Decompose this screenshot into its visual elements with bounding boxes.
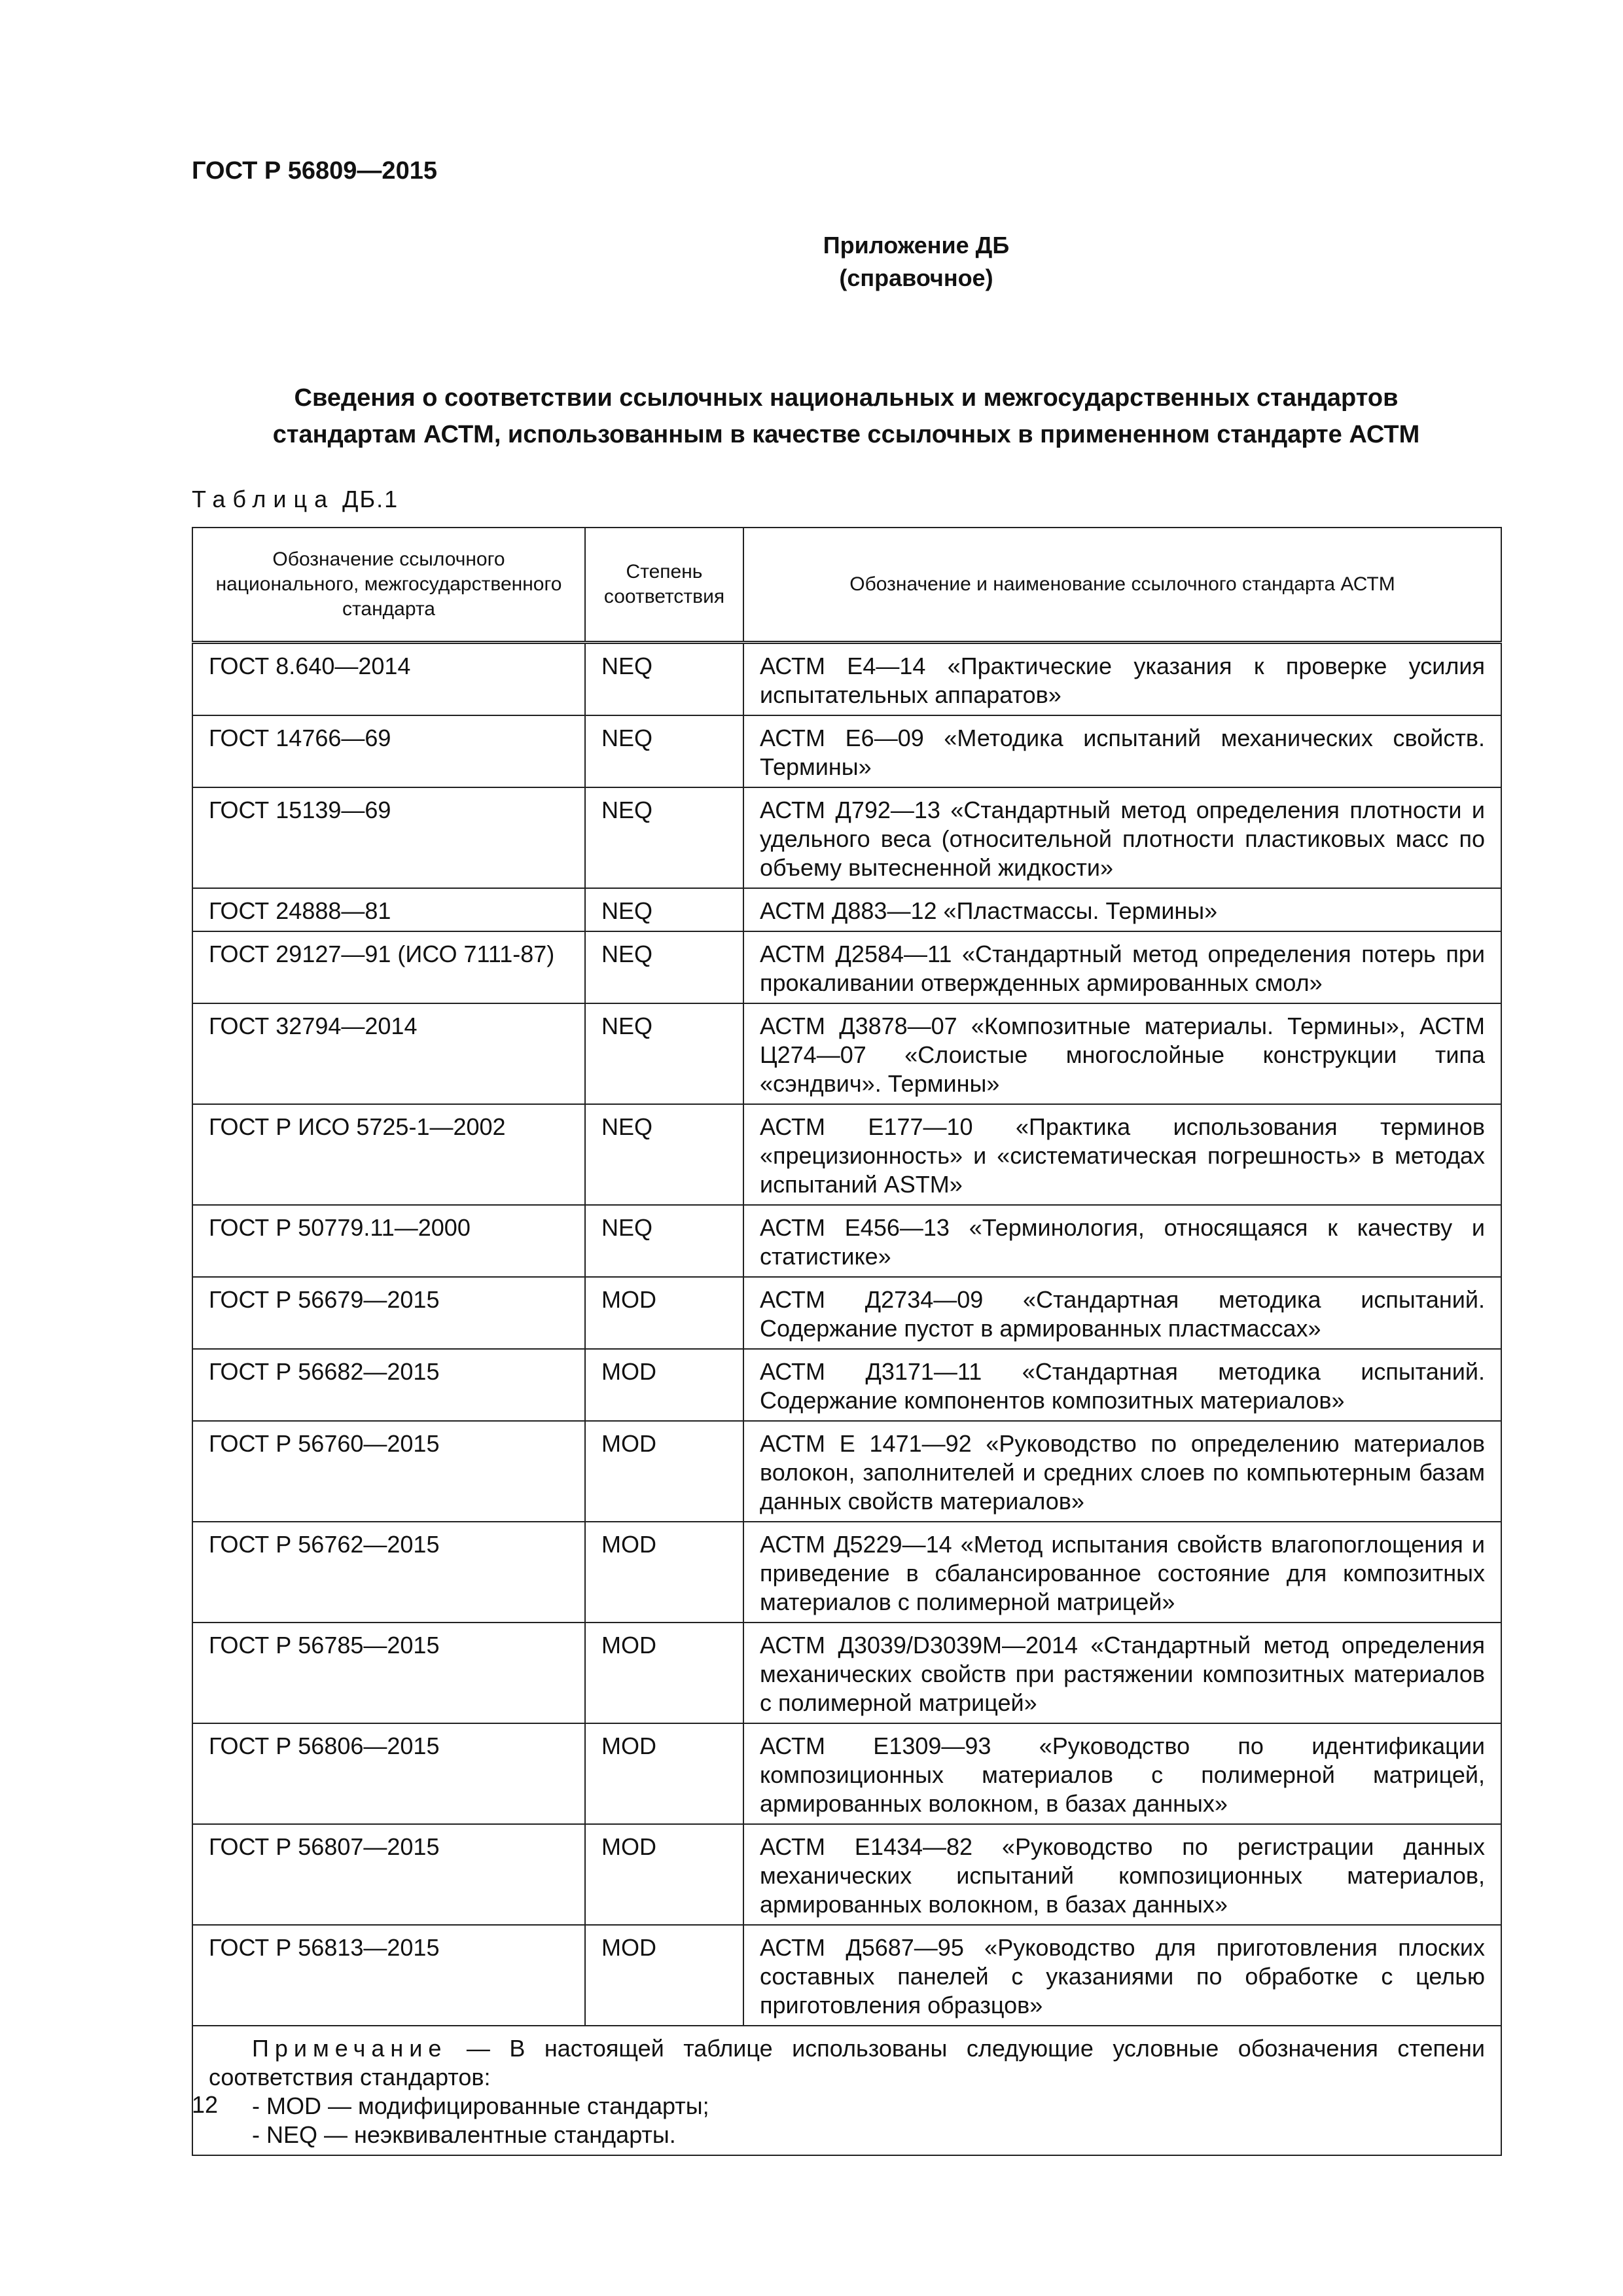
cell-astm-standard: АСТМ Д5687—95 «Руководство для приготовления плоских составных панелей с указаниями по обработке с целью приготовления образцов»	[743, 1925, 1501, 2026]
cell-national-standard: ГОСТ 32794—2014	[192, 1003, 585, 1104]
cell-degree: MOD	[585, 1723, 743, 1824]
table-row	[192, 1104, 1501, 1205]
cell-national-standard: ГОСТ Р 56682—2015	[192, 1349, 585, 1421]
cell-national-standard: ГОСТ Р 50779.11—2000	[192, 1205, 585, 1277]
table-row	[192, 643, 1501, 716]
table-note	[192, 2026, 1501, 2155]
cell-degree: MOD	[585, 1277, 743, 1349]
cell-astm-standard: АСТМ Д883—12 «Пластмассы. Термины»	[743, 888, 1501, 931]
cell-national-standard: ГОСТ Р 56807—2015	[192, 1824, 585, 1925]
header-degree: Степень соответствия	[585, 528, 743, 643]
cell-astm-standard: АСТМ Е1309—93 «Руководство по идентификации композиционных материалов с полимерной матрицей, армированных волокном, в базах данных»	[743, 1723, 1501, 1824]
cell-national-standard: ГОСТ Р 56785—2015	[192, 1623, 585, 1723]
cell-degree: NEQ	[585, 931, 743, 1003]
cell-degree: MOD	[585, 1421, 743, 1522]
table-row	[192, 715, 1501, 787]
reference-table	[192, 527, 1502, 2156]
cell-national-standard: ГОСТ Р 56813—2015	[192, 1925, 585, 2026]
cell-astm-standard: АСТМ Д3878—07 «Композитные материалы. Термины», АСТМ Ц274—07 «Слоистые многослойные конструкции типа «сэндвич». Термины»	[743, 1003, 1501, 1104]
cell-national-standard: ГОСТ 24888—81	[192, 888, 585, 931]
annex-title: Приложение ДБ	[823, 232, 1010, 259]
cell-degree: NEQ	[585, 888, 743, 931]
cell-degree: NEQ	[585, 1003, 743, 1104]
table-header-row	[192, 528, 1501, 643]
cell-astm-standard: АСТМ Д2584—11 «Стандартный метод определения потерь при прокаливании отвержденных армированных смол»	[743, 931, 1501, 1003]
cell-degree: MOD	[585, 1522, 743, 1623]
table-row	[192, 931, 1501, 1003]
note-label: Примечание	[252, 2035, 448, 2062]
table-row	[192, 1205, 1501, 1277]
cell-astm-standard: АСТМ Е 1471—92 «Руководство по определению материалов волокон, заполнителей и средних слоев по компьютерным базам данных свойств материалов»	[743, 1421, 1501, 1522]
cell-degree: NEQ	[585, 787, 743, 888]
cell-degree: NEQ	[585, 1104, 743, 1205]
cell-national-standard: ГОСТ Р 56762—2015	[192, 1522, 585, 1623]
table-row	[192, 787, 1501, 888]
annex-heading	[0, 229, 1623, 295]
cell-national-standard: ГОСТ 29127—91 (ИСО 7111-87)	[192, 931, 585, 1003]
cell-astm-standard: АСТМ Е456—13 «Терминология, относящаяся к качеству и статистике»	[743, 1205, 1501, 1277]
cell-national-standard: ГОСТ Р 56760—2015	[192, 1421, 585, 1522]
note-text: — В настоящей таблице использованы следующие условные обозначения степени соответствия стандартов:	[209, 2035, 1485, 2090]
table-row	[192, 1421, 1501, 1522]
table-row	[192, 1925, 1501, 2026]
table-label-number: ДБ.1	[342, 486, 399, 512]
cell-astm-standard: АСТМ Д3039/D3039M—2014 «Стандартный метод определения механических свойств при растяжении композитных материалов с полимерной матрицей»	[743, 1623, 1501, 1723]
cell-national-standard: ГОСТ Р 56679—2015	[192, 1277, 585, 1349]
title-line-1: Сведения о соответствии ссылочных национальных и межгосударственных стандартов	[294, 384, 1399, 412]
cell-degree: MOD	[585, 1349, 743, 1421]
note-item: - MOD — модифицированные стандарты;	[252, 2092, 709, 2119]
table-row	[192, 1277, 1501, 1349]
cell-astm-standard: АСТМ Е6—09 «Методика испытаний механических свойств. Термины»	[743, 715, 1501, 787]
cell-national-standard: ГОСТ Р ИСО 5725-1—2002	[192, 1104, 585, 1205]
table-row	[192, 1349, 1501, 1421]
note-item: - NEQ — неэквивалентные стандарты.	[252, 2121, 676, 2148]
cell-degree: NEQ	[585, 715, 743, 787]
cell-national-standard: ГОСТ 14766—69	[192, 715, 585, 787]
title-line-2: стандартам АСТМ, использованным в качестве ссылочных в примененном стандарте АСТМ	[272, 421, 1420, 448]
cell-astm-standard: АСТМ Д3171—11 «Стандартная методика испытаний. Содержание компонентов композитных материалов»	[743, 1349, 1501, 1421]
cell-astm-standard: АСТМ Д792—13 «Стандартный метод определения плотности и удельного веса (относительной плотности пластиковых масс по объему вытесненной жидкости»	[743, 787, 1501, 888]
cell-degree: MOD	[585, 1925, 743, 2026]
table-label-word: Таблица	[192, 486, 335, 512]
cell-national-standard: ГОСТ 15139—69	[192, 787, 585, 888]
document-code: ГОСТ Р 56809—2015	[192, 157, 437, 185]
cell-national-standard: ГОСТ 8.640—2014	[192, 643, 585, 716]
cell-astm-standard: АСТМ Д5229—14 «Метод испытания свойств влагопоглощения и приведение в сбалансированное состояние для композитных материалов с полимерной матрицей»	[743, 1522, 1501, 1623]
document-title	[192, 380, 1501, 453]
table-row	[192, 888, 1501, 931]
table-row	[192, 1723, 1501, 1824]
cell-national-standard: ГОСТ Р 56806—2015	[192, 1723, 585, 1824]
header-astm-standard: Обозначение и наименование ссылочного стандарта АСТМ	[743, 528, 1501, 643]
cell-degree: NEQ	[585, 643, 743, 716]
cell-degree: MOD	[585, 1623, 743, 1723]
cell-degree: MOD	[585, 1824, 743, 1925]
table-row	[192, 1824, 1501, 1925]
table-row	[192, 1522, 1501, 1623]
cell-astm-standard: АСТМ Е177—10 «Практика использования терминов «прецизионность» и «систематическая погрешность» в методах испытаний ASTM»	[743, 1104, 1501, 1205]
table-row	[192, 1003, 1501, 1104]
header-national-standard: Обозначение ссылочного национального, межгосударственного стандарта	[192, 528, 585, 643]
table-label	[192, 486, 399, 513]
page-number: 12	[192, 2091, 219, 2118]
cell-degree: NEQ	[585, 1205, 743, 1277]
cell-astm-standard: АСТМ Е1434—82 «Руководство по регистрации данных механических испытаний композиционных материалов, армированных волокном, в базах данных»	[743, 1824, 1501, 1925]
annex-type: (справочное)	[839, 264, 993, 291]
cell-astm-standard: АСТМ Е4—14 «Практические указания к проверке усилия испытательных аппаратов»	[743, 643, 1501, 716]
table-body	[192, 643, 1501, 2026]
cell-astm-standard: АСТМ Д2734—09 «Стандартная методика испытаний. Содержание пустот в армированных пластмассах»	[743, 1277, 1501, 1349]
table-note-row	[192, 2026, 1501, 2155]
table-row	[192, 1623, 1501, 1723]
